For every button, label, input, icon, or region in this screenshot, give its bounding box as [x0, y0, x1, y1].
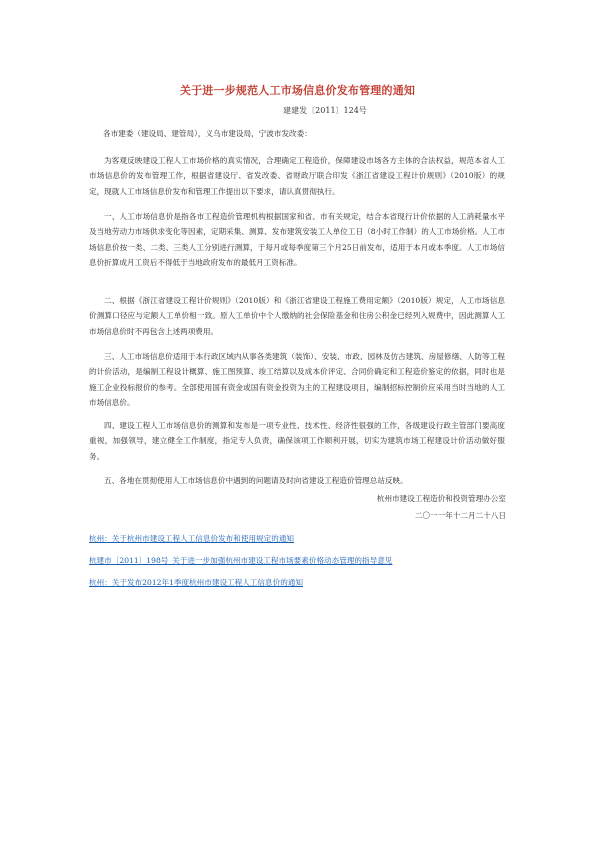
related-link-3[interactable]: 杭州：关于发布2012年1季度杭州市建设工程人工信息价的通知: [89, 578, 303, 587]
paragraph-3: 三、人工市场信息价适用于本行政区域内从事各类建筑（装饰）、安装、市政、园林及仿古建筑、房屋修缮、人防等工程的计价活动，是编制工程设计概算、施工图预算、竣工结算以及成本价评定、合同价确定和工程造价鉴定的依据，同时也是施工企业投标报价的参考。全部使用国有资金或国有资金投资为主的工程建设项目，编制招标控制价应采用当时当地的人工市场信息价。: [89, 352, 505, 408]
related-link-2[interactable]: 杭建市〔2011〕198号_关于进一步加强杭州市建设工程市场要素价格动态管理的指导意见: [89, 556, 393, 565]
paragraph-4: 四、建设工程人工市场信息价的测算和发布是一项专业性、技术性、经济性很强的工作，各级建设行政主管部门要高度重视，加强领导，建立健全工作制度，指定专人负责，确保该项工作顺利开展，切实为建筑市场工程建设计价活动做好服务。: [89, 421, 505, 461]
paragraph-5: 五、各地在贯彻使用人工市场信息价中遇到的问题请及时向省建设工程造价管理总站反映。: [104, 476, 408, 485]
related-links: [89, 533, 519, 599]
document-number: 建建发〔2011〕124号: [283, 106, 367, 115]
related-link-1[interactable]: 杭州：关于杭州市建设工程人工信息价发布和使用规定的通知: [89, 534, 295, 543]
signature-date: 二〇一一年十二月二十八日: [414, 511, 506, 520]
page-title: 关于进一步规范人工市场信息价发布管理的通知: [179, 84, 416, 97]
signature-organization: 杭州市建设工程造价和投资管理办公室: [376, 494, 506, 503]
paragraph-1: 一、人工市场信息价是指各市工程造价管理机构根据国家和省、市有关规定，结合本省现行计价依据的人工消耗量水平及当地劳动力市场供求变化等因素，定期采集、测算、发布建筑安装工人单位工日（8小时工作制）的人工市场价格。人工市场信息价按一类、二类、三类人工分别进行测算，于每月或每季度第三个月25日前发布，适用于本月或本季度。人工市场信息价折算成月工资后不得低于当地政府发布的最低月工资标准。: [89, 212, 505, 268]
paragraph-2: 二、根据《浙江省建设工程计价规则》（2010版）和《浙江省建设工程施工费用定额》（2010版）规定，人工市场信息价测算口径应与定额人工单价相一致。原人工单价中个人缴纳的社会保险基金和住房公积金已经列入规费中，因此测算人工市场信息价时不再包含上述两项费用。: [89, 296, 505, 336]
addressee: 各市建委（建设局、建管局），义乌市建设局，宁波市发改委：: [103, 129, 312, 138]
paragraph-intro: 为客观反映建设工程人工市场价格的真实情况，合理确定工程造价，保障建设市场各方主体的合法权益，规范本省人工市场信息价的发布管理工作，根据省建设厅、省发改委、省财政厅联合印发《浙江省建设工程计价规则》（2010版）的规定，现就人工市场信息价发布和管理工作提出以下要求，请认真贯彻执行。: [89, 156, 505, 196]
